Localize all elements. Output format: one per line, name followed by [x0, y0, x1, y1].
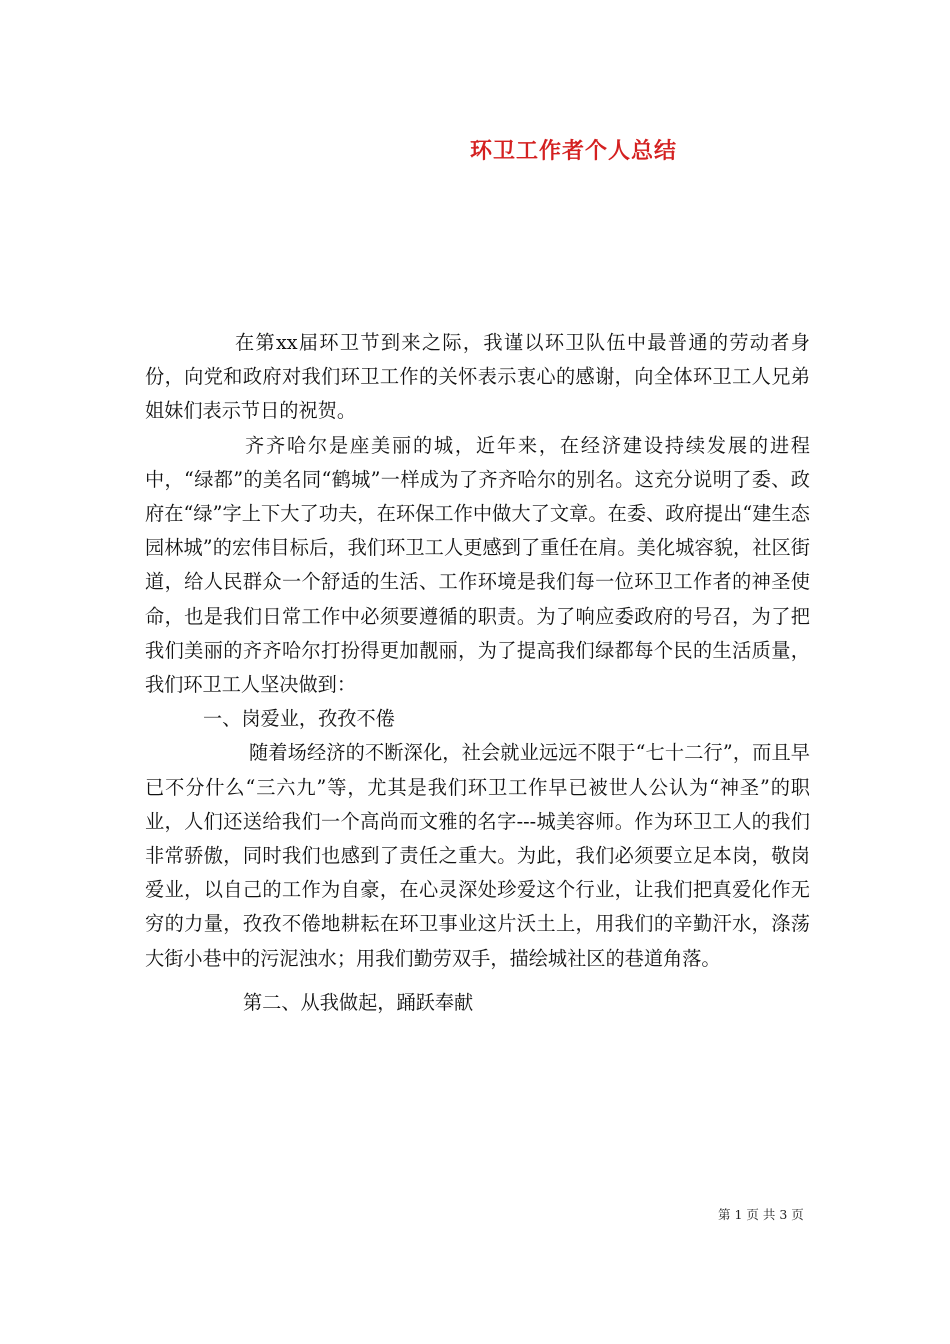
document-body [145, 326, 810, 1020]
document-title: 环卫工作者个人总结 [470, 138, 678, 164]
paragraph-qiqihar: 齐齐哈尔是座美丽的城，近年来，在经济建设持续发展的进程中，“绿都”的美名同“鹤城”一样成为了齐齐哈尔的别名。这充分说明了委、政府在“绿”字上下大了功夫，在环保工作中做大了文章。在委、政府提出“建生态园林城”的宏伟目标后，我们环卫工人更感到了重任在肩。美化城容貌，社区街道，给人民群众一个舒适的生活、工作环境是我们每一位环卫工作者的神圣使命，也是我们日常工作中必须要遵循的职责。为了响应委政府的号召，为了把我们美丽的齐齐哈尔打扮得更加靓丽，为了提高我们绿都每个民的生活质量，我们环卫工人坚决做到： [145, 433, 810, 697]
paragraph-market: 随着场经济的不断深化，社会就业远远不限于“七十二行”，而且早已不分什么“三六九”等，尤其是我们环卫工作早已被世人公认为“神圣”的职业，人们还送给我们一个高尚而文雅的名字---城美容师。作为环卫工人的我们非常骄傲，同时我们也感到了责任之重大。为此，我们必须要立足本岗，敬岗爱业，以自己的工作为自豪，在心灵深处珍爱这个行业，让我们把真爱化作无穷的力量，孜孜不倦地耕耘在环卫事业这片沃土上，用我们的辛勤汗水，涤荡大街小巷中的污泥浊水；用我们勤劳双手，描绘城社区的巷道角落。 [145, 741, 810, 970]
section-heading-1: 一、岗爱业，孜孜不倦 [203, 707, 395, 731]
section-heading-2: 第二、从我做起，踊跃奉献 [243, 990, 474, 1014]
page-number: 第 1 页 共 3 页 [718, 1207, 804, 1222]
paragraph-intro: 在第xx届环卫节到来之际，我谨以环卫队伍中最普通的劳动者身份，向党和政府对我们环卫工作的关怀表示衷心的感谢，向全体环卫工人兄弟姐妹们表示节日的祝贺。 [145, 331, 810, 423]
